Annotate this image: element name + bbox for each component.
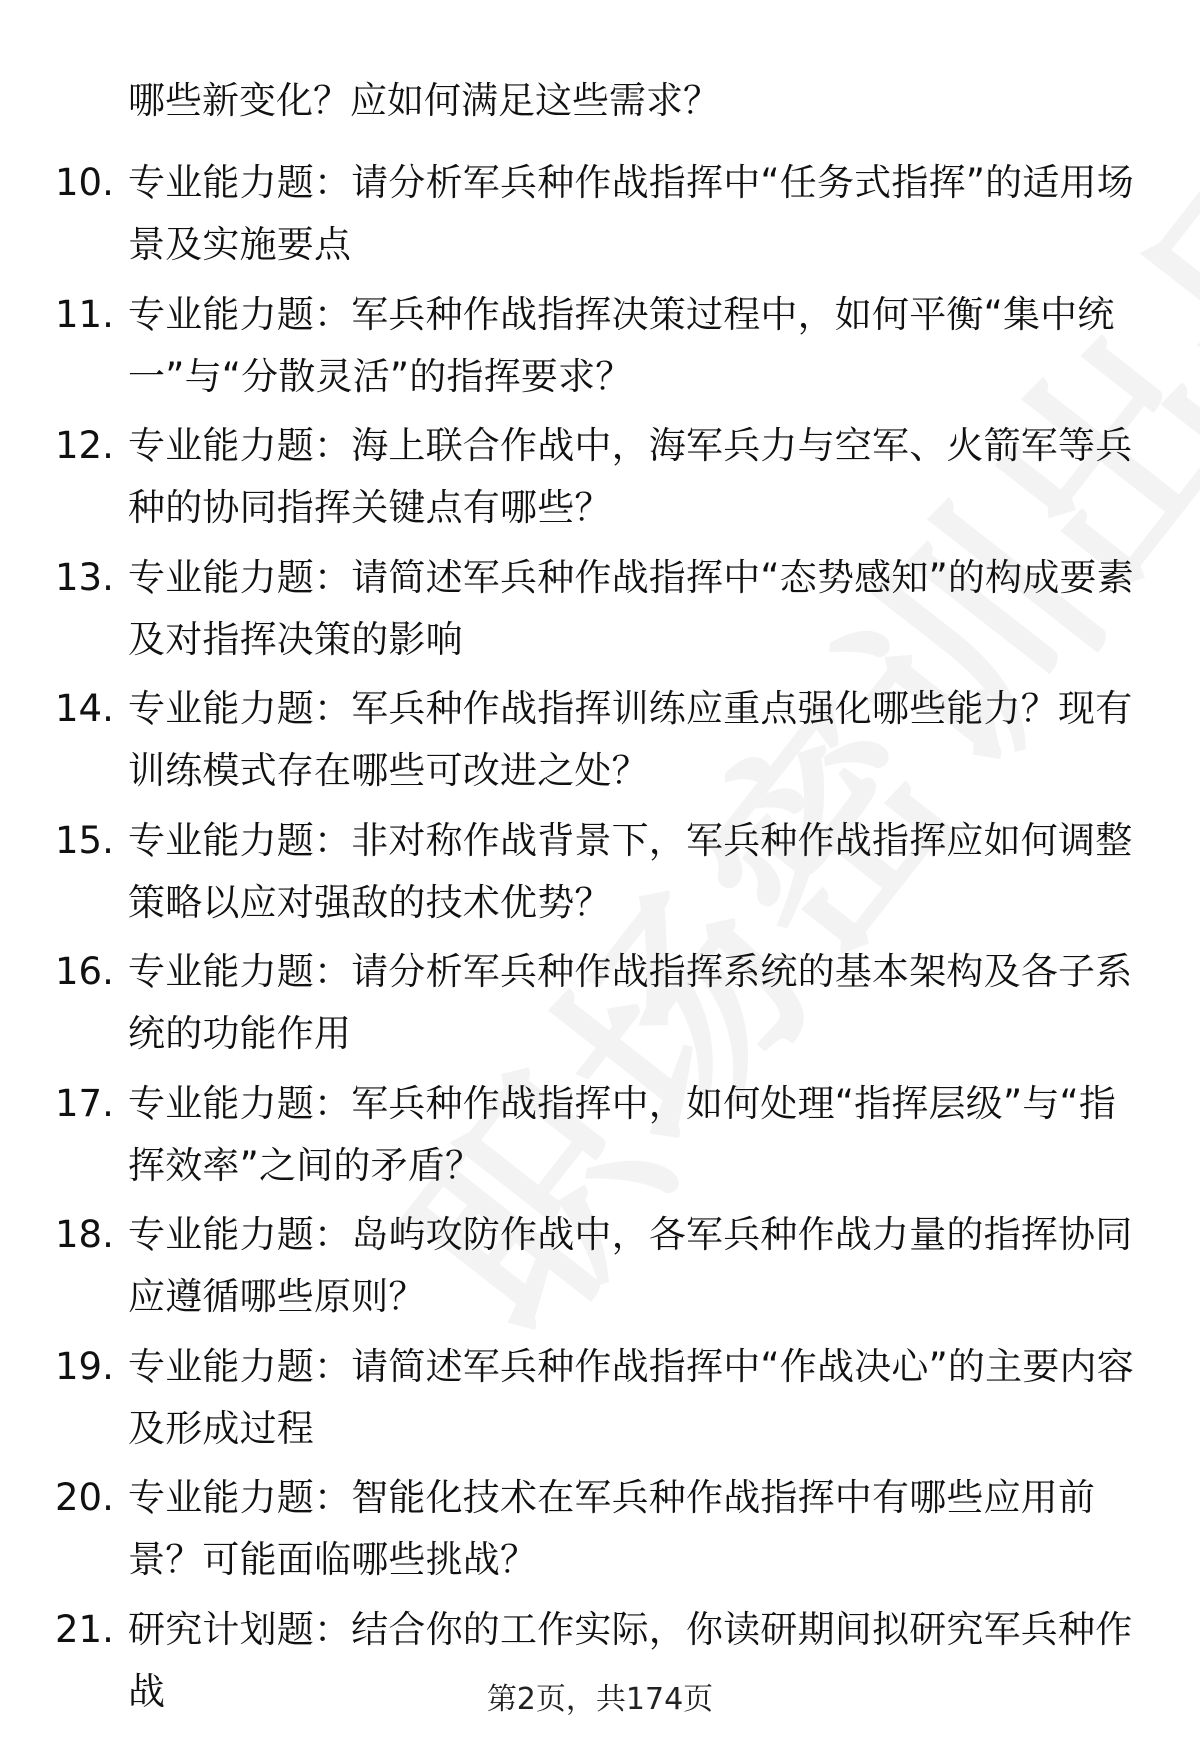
item-number: 11. xyxy=(55,292,114,336)
item-text: 专业能力题：请简述军兵种作战指挥中“作战决心”的主要内容及形成过程 xyxy=(128,1344,1134,1450)
item-number: 19. xyxy=(55,1344,114,1388)
item-number: 12. xyxy=(55,424,114,467)
item-text: 专业能力题：军兵种作战指挥中，如何处理“指挥层级”与“指挥效率”之间的矛盾？ xyxy=(128,1081,1117,1187)
list-item xyxy=(0,798,1200,930)
question-list xyxy=(0,140,1200,1718)
item-number: 21. xyxy=(55,1607,114,1651)
item-number: 15. xyxy=(55,818,114,862)
list-item xyxy=(0,929,1200,1061)
item-text: 专业能力题：请简述军兵种作战指挥中“态势感知”的构成要素及对指挥决策的影响 xyxy=(128,555,1134,661)
item-text: 专业能力题：智能化技术在军兵种作战指挥中有哪些应用前景？可能面临哪些挑战？ xyxy=(128,1476,1096,1581)
list-item xyxy=(0,1192,1200,1324)
list-item xyxy=(0,140,1200,272)
list-item xyxy=(0,666,1200,798)
list-item xyxy=(0,1455,1200,1587)
item-text: 专业能力题：军兵种作战指挥训练应重点强化哪些能力？现有训练模式存在哪些可改进之处？ xyxy=(128,687,1133,792)
item-text: 研究计划题：结合你的工作实际，你读研期间拟研究军兵种作战 xyxy=(128,1607,1133,1713)
item-number: 10. xyxy=(55,161,114,204)
continuation-text: 哪些新变化？应如何满足这些需求？ xyxy=(128,79,720,122)
item-text: 专业能力题：请分析军兵种作战指挥中“任务式指挥”的适用场景及实施要点 xyxy=(128,161,1134,266)
item-text: 专业能力题：军兵种作战指挥决策过程中，如何平衡“集中统一”与“分散灵活”的指挥要求？ xyxy=(128,292,1115,398)
item-number: 18. xyxy=(55,1213,114,1256)
item-text: 专业能力题：请分析军兵种作战指挥系统的基本架构及各子系统的功能作用 xyxy=(128,950,1133,1055)
list-item xyxy=(0,535,1200,667)
item-text: 专业能力题：非对称作战背景下，军兵种作战指挥应如何调整策略以应对强敌的技术优势？ xyxy=(128,818,1133,924)
item-text: 专业能力题：岛屿攻防作战中，各军兵种作战力量的指挥协同应遵循哪些原则？ xyxy=(128,1213,1133,1318)
item-number: 14. xyxy=(55,687,114,730)
list-item xyxy=(0,1324,1200,1456)
page-footer: 第2页，共174页 xyxy=(486,1682,714,1717)
list-item xyxy=(0,403,1200,535)
item-number: 16. xyxy=(55,950,114,993)
item-number: 20. xyxy=(55,1476,114,1519)
item-number: 17. xyxy=(55,1081,114,1125)
list-item xyxy=(0,272,1200,404)
item-number: 13. xyxy=(55,555,114,599)
item-text: 专业能力题：海上联合作战中，海军兵力与空军、火箭军等兵种的协同指挥关键点有哪些？ xyxy=(128,424,1133,529)
list-item xyxy=(0,1061,1200,1193)
